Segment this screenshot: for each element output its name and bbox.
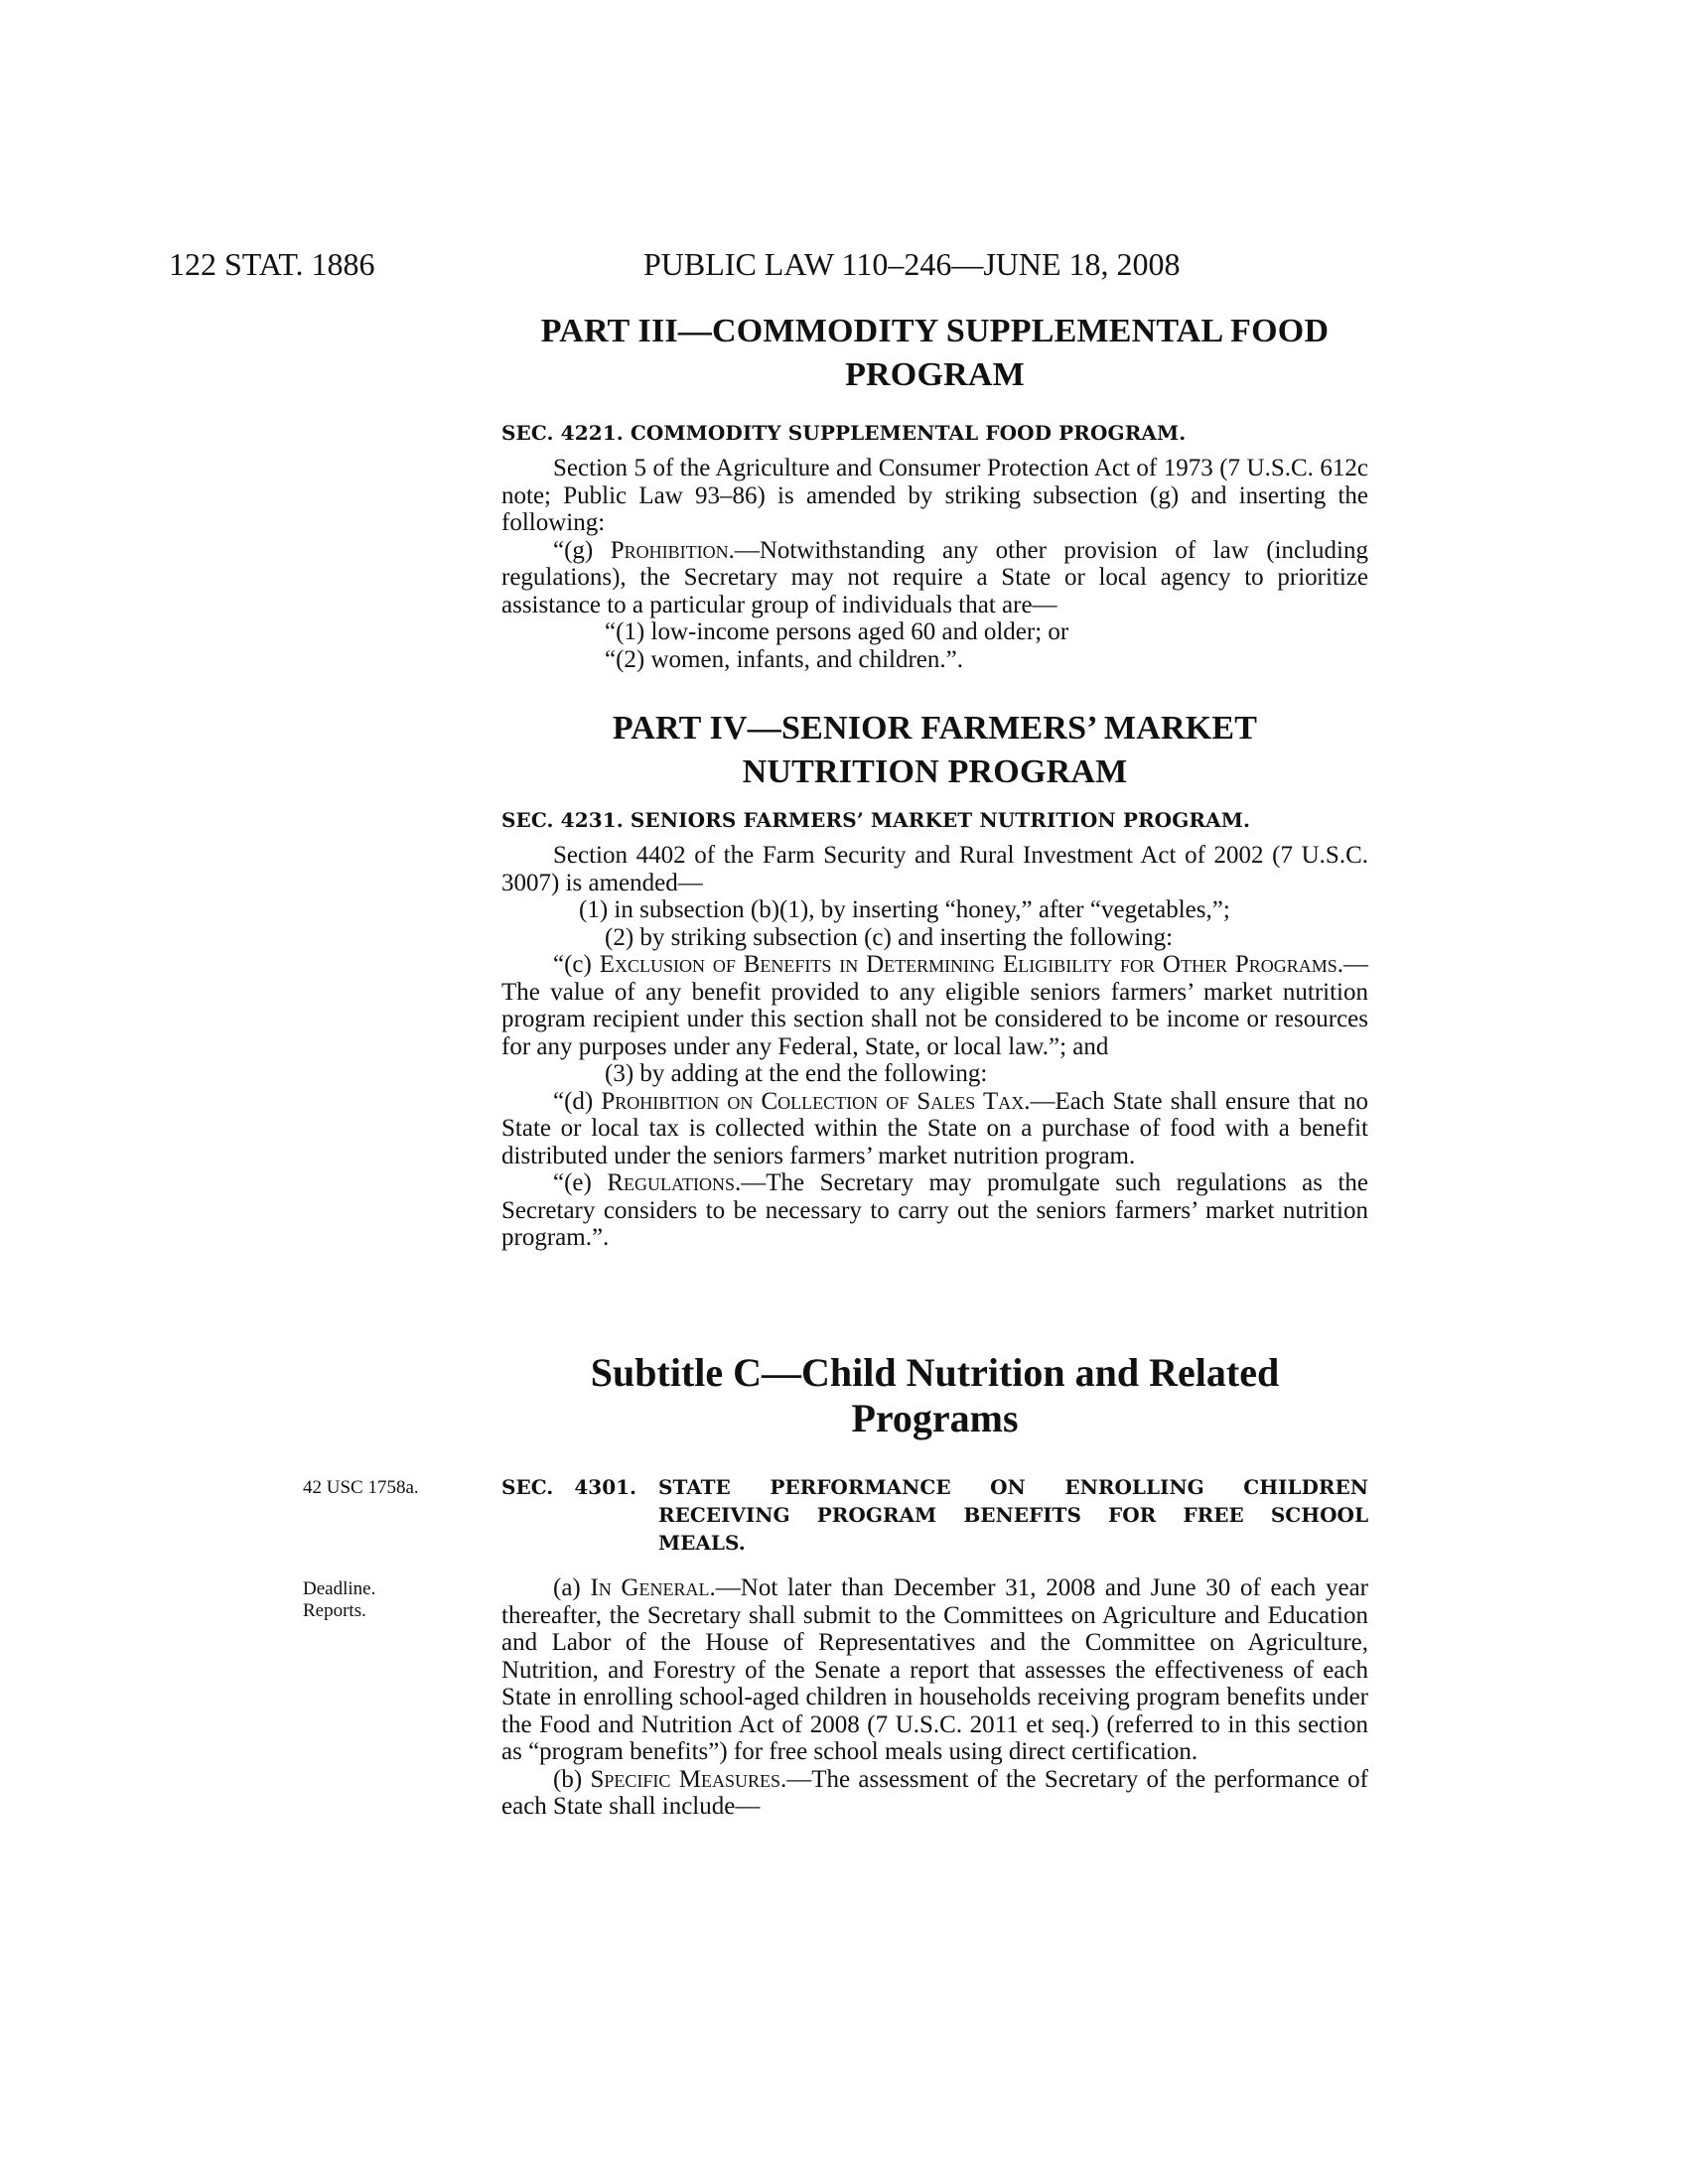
subsection-c-caption: Exclusion of Benefits in Determining Eligibility for Other Programs [599,951,1337,978]
subsection-a-caption: In General [590,1574,710,1601]
subtitle-c-heading-line-1: Subtitle C—Child Nutrition and Related [590,1350,1280,1395]
paragraph-2: “(2) women, infants, and children.”. [605,645,963,673]
part-3-heading-line-2: PROGRAM [845,356,1025,393]
amendment-1: (1) in subsection (b)(1), by inserting “honey,” after “vegetables,”; [579,896,1230,923]
section-4231-intro: Section 4402 of the Farm Security and Rural Investment Act of 2002 (7 U.S.C. 3007) is amended— [501,842,1368,896]
section-number: 4301. [574,1475,636,1499]
section-4231-heading: SEC. 4231. SENIORS FARMERS’ MARKET NUTRITION PROGRAM. [501,808,1251,832]
section-4231 [501,806,1368,1252]
part-4-heading [501,707,1368,794]
subsection-g: “(g) Prohibition.—Notwithstanding any other provision of law (including regulations), the Secretary may not require a State or local agency to prioritize assistance to a particular group of individuals that are— [501,536,1368,618]
section-4221-heading: SEC. 4221. COMMODITY SUPPLEMENTAL FOOD PROGRAM. [501,421,1187,445]
subsection-g-caption: Prohibition [610,536,729,564]
margin-citation: 42 USC 1758a. [303,1477,419,1498]
section-4301-heading [501,1473,1368,1557]
amendment-2: (2) by striking subsection (c) and inserting the following: [605,923,1174,951]
law-title: PUBLIC LAW 110–246—JUNE 18, 2008 [643,246,1181,282]
paragraph-1: “(1) low-income persons aged 60 and older; or [605,618,1069,645]
subsection-b-caption: Specific Measures [590,1765,780,1793]
subsection-d-caption: Prohibition on Collection of Sales Tax [601,1087,1025,1115]
section-4301-title: STATE PERFORMANCE ON ENROLLING CHILDREN RECEIVING PROGRAM BENEFITS FOR FREE SCHOOL MEALS. [658,1475,1368,1555]
part-4-heading-line-1: PART IV—SENIOR FARMERS’ MARKET [612,710,1258,747]
section-4301 [501,1473,1368,1557]
margin-note-reports: Reports. [303,1600,366,1621]
page-reference: 122 STAT. 1886 [169,246,375,282]
subsection-d: “(d) Prohibition on Collection of Sales Tax.—Each State shall ensure that no State or local tax is collected within the State on a purchase of food with a benefit distributed under the seniors farmers’ market nutrition program. [501,1087,1368,1169]
part-3-heading-line-1: PART III—COMMODITY SUPPLEMENTAL FOOD [540,313,1330,349]
subtitle-c-heading [501,1350,1368,1441]
section-4301-body [501,1574,1368,1821]
part-4-heading-line-2: NUTRITION PROGRAM [742,753,1128,790]
subsection-a: (a) In General.—Not later than December 31, 2008 and June 30 of each year thereafter, the Secretary shall submit to the Committees on Agriculture and Education and Labor of the House of Representatives and the Committee on Agriculture, Nutrition, and Forestry of the Senate a report that assesses the effectiveness of each State in enrolling school-aged children in households receiving program benefits under the Food and Nutrition Act of 2008 (7 U.S.C. 2011 et seq.) (referred to in this section as “program benefits”) for free school meals using direct certification. [501,1574,1368,1765]
running-head [0,246,1688,286]
subsection-e: “(e) Regulations.—The Secretary may promulgate such regulations as the Secretary considers to be necessary to carry out the seniors farmers’ market nutrition program.”. [501,1169,1368,1251]
subsection-e-caption: Regulations [607,1169,735,1196]
amendment-3: (3) by adding at the end the following: [605,1060,988,1087]
section-4221-intro: Section 5 of the Agriculture and Consumer Protection Act of 1973 (7 U.S.C. 612c note; Public Law 93–86) is amended by striking subsection (g) and inserting the following: [501,455,1368,536]
subsection-b: (b) Specific Measures.—The assessment of the Secretary of the performance of each State shall include— [501,1765,1369,1820]
section-label: SEC. [501,1475,554,1499]
section-4221 [501,419,1368,673]
subsection-c: “(c) Exclusion of Benefits in Determining Eligibility for Other Programs.—The value of any benefit provided to any eligible seniors farmers’ market nutrition program recipient under this section shall not be considered to be income or resources for any purposes under any Federal, State, or local law.”; and [501,951,1369,1060]
subtitle-c-heading-line-2: Programs [851,1396,1019,1440]
margin-note-deadline: Deadline. [303,1578,376,1599]
part-3-heading [501,310,1368,397]
